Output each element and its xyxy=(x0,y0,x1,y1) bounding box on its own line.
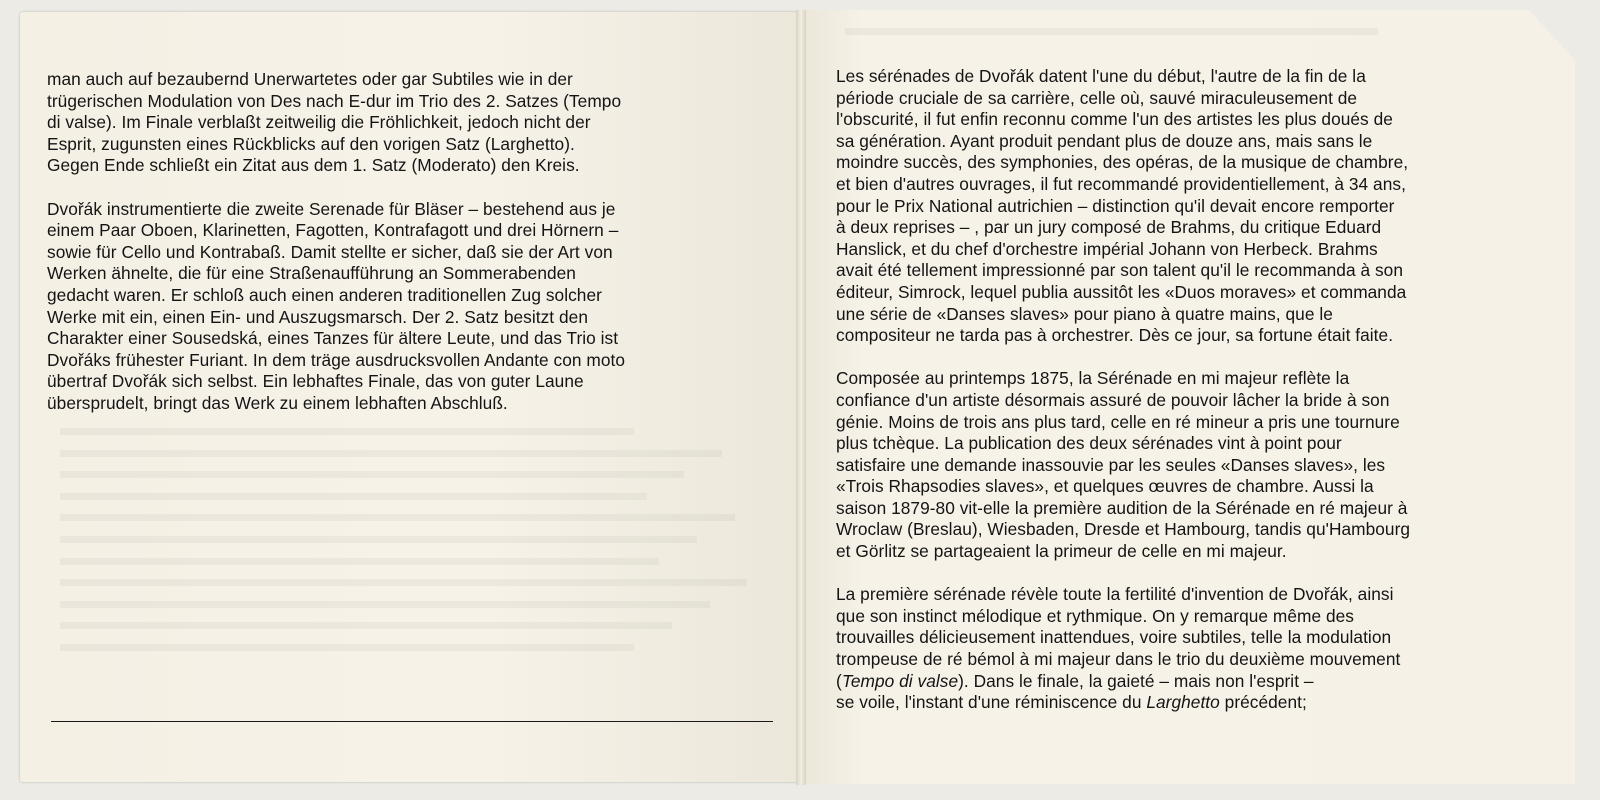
show-through-line xyxy=(60,579,747,586)
show-through-texture-right xyxy=(845,20,1495,60)
show-through-line xyxy=(60,493,647,500)
booklet-spine xyxy=(796,10,806,785)
show-through-line xyxy=(845,28,1378,35)
french-text-column xyxy=(836,66,1526,735)
show-through-line xyxy=(60,644,634,651)
french-paragraph-3-part-a: La première sérénade révèle toute la fertilité d'invention de Dvořák, ainsi que son instinct mélodique et rythmique. On y remarque même des trouvailles délicieusement inattendues, voire subtiles, telle la modulation trompeuse de ré bémol à mi majeur dans le trio du deuxième mouvement ( xyxy=(836,584,1401,691)
show-through-line xyxy=(60,601,710,608)
french-paragraph-3-part-b: ). Dans le finale, la gaieté – mais non l'esprit – se voile, l'instant d'une réminiscence du xyxy=(836,670,1314,713)
german-text-column xyxy=(47,69,767,436)
french-paragraph-1: Les sérénades de Dvořák datent l'une du début, l'autre de la fin de la période cruciale de sa carrière, celle où, sauvé miraculeusement de l'obscurité, il fut enfin reconnu comme l'un des artistes les plus doués de sa génération. Ayant produit pendant plus de douze ans, mais sans le moindre succès, des symphonies, des opéras, de la musique de chambre, et bien d'autres ouvrages, il fut recommandé providentiellement, à 34 ans, pour le Prix National autrichien – distinction qu'il devait encore remporter à deux reprises – , par un jury composé de Brahms, du critique Eduard Hanslick, et du chef d'orchestre impérial Johann von Herbeck. Brahms avait été tellement impressionné par son talent qu'il le recommanda à son éditeur, Simrock, lequel publia aussitôt les «Duos moraves» et commanda une série de «Danses slaves» pour piano à quatre mains, que le compositeur ne tarda pas à orchestrer. Dès ce jour, sa fortune était faite. xyxy=(836,66,1409,346)
french-paragraph-3-part-c: précédent; xyxy=(1219,692,1307,713)
show-through-line xyxy=(60,471,684,478)
show-through-line xyxy=(60,622,672,629)
french-paragraph-3 xyxy=(836,584,1526,714)
show-through-line xyxy=(60,514,735,521)
tempo-di-valse-italic: Tempo di valse xyxy=(841,670,959,691)
show-through-line xyxy=(60,558,659,565)
german-paragraph-1: man auch auf bezaubernd Unerwartetes oder gar Subtiles wie in der trügerischen Modulation von Des nach E-dur im Trio des 2. Satzes (Tempo di valse). Im Finale verblaßt zeitweilig die Fröhlichkeit, jedoch nicht der Esprit, zugunsten eines Rückblicks auf den vorigen Satz (Larghetto). Gegen Ende schließt ein Zitat aus dem 1. Satz (Moderato) den Kreis. xyxy=(47,69,622,176)
show-through-line xyxy=(60,536,697,543)
show-through-line xyxy=(60,450,722,457)
footer-rule xyxy=(51,721,773,722)
show-through-texture-left xyxy=(60,420,760,670)
larghetto-italic: Larghetto xyxy=(1146,692,1220,713)
german-paragraph-2: Dvořák instrumentierte die zweite Serenade für Bläser – bestehend aus je einem Paar Oboen, Klarinetten, Fagotten, Kontrafagott und drei Hörnern – sowie für Cello und Kontrabaß. Damit stellte er sicher, daß sie der Art von Werken ähnelte, die für eine Straßenaufführung an Sommerabenden gedacht waren. Er schloß auch einen anderen traditionellen Zug solcher Werke mit ein, einen Ein- und Auszugsmarsch. Der 2. Satz besitzt den Charakter einer Sousedská, eines Tanzes für ältere Leute, und das Trio ist Dvořáks frühester Furiant. In dem träge ausdrucksvollen Andante con moto übertraf Dvořák sich selbst. Ein lebhaftes Finale, das von guter Laune übersprudelt, bringt das Werk zu einem lebhaften Abschluß. xyxy=(47,198,626,413)
french-paragraph-2: Composée au printemps 1875, la Sérénade en mi majeur reflète la confiance d'un artiste désormais assuré de pouvoir lâcher la bride à son génie. Moins de trois ans plus tard, celle en ré mineur a pris une tournure plus tchèque. La publication des deux sérénades vint à point pour satisfaire une demande inassouvie par les seules «Danses slaves», les «Trois Rhapsodies slaves», et quelques œuvres de chambre. Aussi la saison 1879-80 vit-elle la première audition de la Sérénade en ré majeur à Wroclaw (Breslau), Wiesbaden, Dresde et Hambourg, tandis qu'Hambourg et Görlitz se partageaient la primeur de celle en mi majeur. xyxy=(836,368,1411,562)
